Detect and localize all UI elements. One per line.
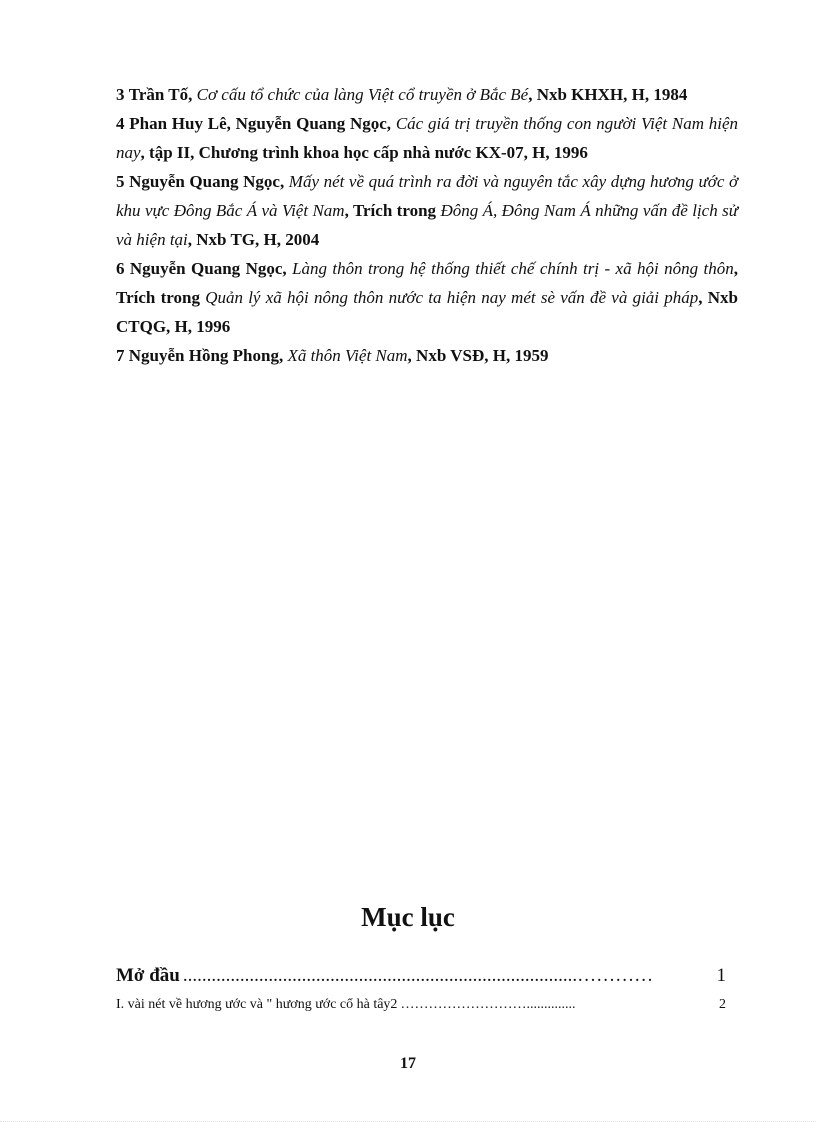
reference-source-prefix: , Trích trong [116, 259, 739, 307]
reference-number: 5 [116, 172, 125, 191]
reference-title: Mấy nét về quá trình ra đời và nguyên tắc xây dựng hương ước ở khu vực Đông Bắc Á và Việt Nam [116, 172, 739, 220]
reference-item [116, 80, 738, 109]
reference-author: Nguyễn Quang Ngọc, [129, 172, 285, 191]
toc-entry-mo-dau[interactable] [116, 965, 726, 987]
reference-title: Các giá trị truyền thống con người Việt Nam hiện nay [116, 114, 739, 162]
reference-author: Nguyễn Hồng Phong, [128, 346, 284, 365]
reference-title: Xã thôn Việt Nam [287, 346, 408, 365]
toc-entry-huong-uoc[interactable] [116, 997, 726, 1013]
reference-item [116, 167, 738, 254]
reference-publisher: , Nxb TG, H, 2004 [187, 230, 320, 249]
reference-number: 3 [116, 85, 125, 104]
reference-publisher: , Nxb VSĐ, H, 1959 [407, 346, 549, 365]
toc-leader-dots: ...................................................................................………… [182, 965, 654, 986]
reference-source-prefix: , Trích trong [344, 201, 441, 220]
reference-title: Làng thôn trong hệ thống thiết chế chính trị - xã hội nông thôn [292, 259, 734, 278]
reference-list [116, 80, 738, 370]
toc-entry-page: 2 [719, 997, 726, 1012]
reference-item [116, 109, 738, 167]
page-number: 17 [400, 1055, 416, 1072]
reference-source-title: Quản lý xã hội nông thôn nước ta hiện nay mét sè vấn đề và giải pháp [205, 288, 699, 307]
reference-author: Nguyễn Quang Ngọc, [129, 259, 287, 278]
reference-source-title: Đông Á, Đông Nam Á những vấn đề lịch sử và hiện tại [116, 201, 738, 249]
reference-number: 4 [116, 114, 125, 133]
toc-entry-page: 1 [716, 965, 726, 986]
reference-author: Phan Huy Lê, Nguyễn Quang Ngọc, [129, 114, 392, 133]
toc-heading: Mục lục [361, 902, 455, 932]
reference-author: Trần Tố, [128, 85, 193, 104]
reference-publisher: , Nxb KHXH, H, 1984 [528, 85, 688, 104]
reference-number: 6 [116, 259, 125, 278]
reference-publisher: , tập II, Chương trình khoa học cấp nhà nước KX-07, H, 1996 [140, 143, 588, 162]
reference-title: Cơ cấu tổ chức của làng Việt cổ truyền ở Bắc Bé [196, 85, 529, 104]
toc-entry-label: I. vài nét về hương ước và " hương ước cổ hà tây2 [116, 997, 398, 1012]
reference-publisher: , Nxb CTQG, H, 1996 [116, 288, 739, 336]
toc-entry-label: Mở đầu [116, 965, 180, 986]
reference-number: 7 [116, 346, 125, 365]
toc-leader-dots: ……………………….............. [400, 997, 576, 1012]
reference-item [116, 254, 738, 341]
page-bottom-divider [0, 1121, 816, 1122]
reference-item [116, 341, 738, 370]
